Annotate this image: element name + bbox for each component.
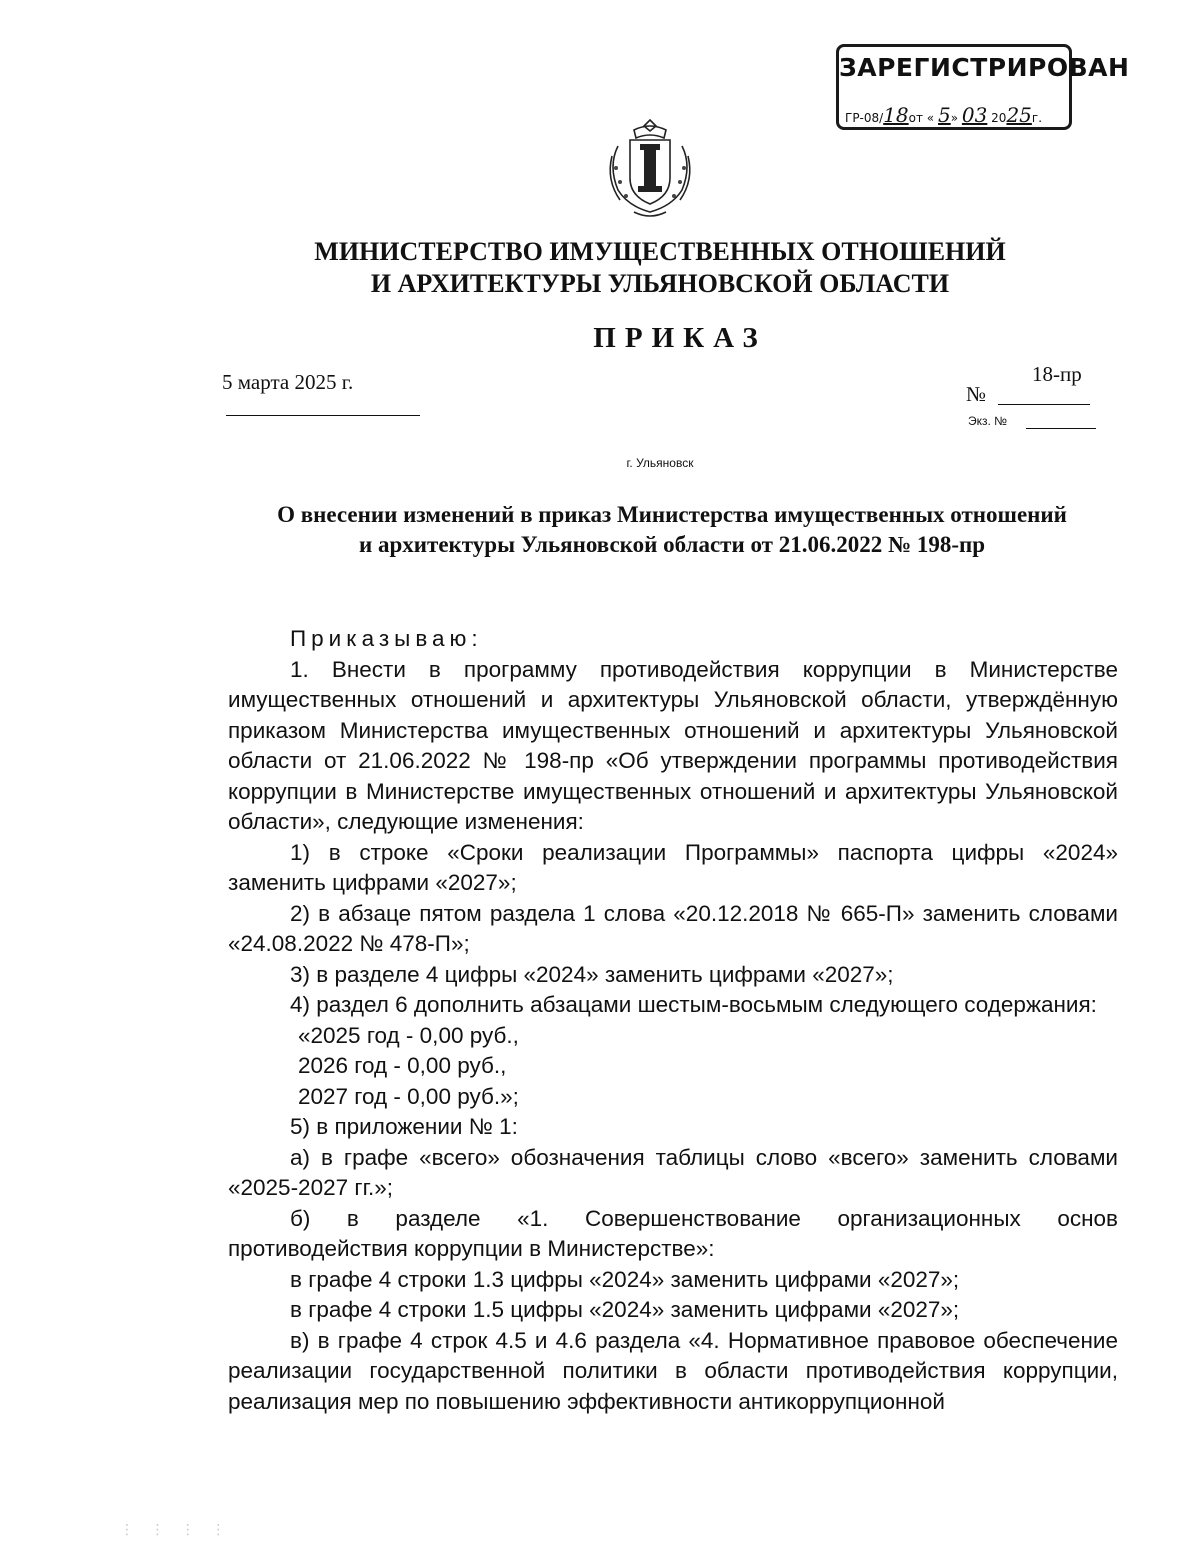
number-underline [998,404,1090,405]
budget-2026: 2026 год - 0,00 руб., [298,1053,507,1078]
order-word: Приказываю: [290,626,483,651]
paragraph-1-5-a: а) в графе «всего» обозначения таблицы слово «всего» заменить словами «2025-2027 гг.»; [228,1144,1118,1200]
paragraph-1-1: 1) в строке «Сроки реализации Программы» паспорта цифры «2024» заменить цифрами «2027»; [228,839,1118,895]
paragraph-1-4: 4) раздел 6 дополнить абзацами шестым-восьмым следующего содержания: [290,992,1097,1017]
stamp-reg-prefix: ГР-08/ [845,111,884,125]
stamp-year-suffix: 25 [1006,103,1032,127]
ministry-line-2: И АРХИТЕКТУРЫ УЛЬЯНОВСКОЙ ОБЛАСТИ [370,269,950,298]
document-date: 5 марта 2025 г. [222,370,354,394]
stamp-day-close: » [950,111,959,125]
paragraph-1-3: 3) в разделе 4 цифры «2024» заменить цифрами «2027»; [290,961,894,987]
coat-of-arms-icon [604,116,696,220]
stamp-from-label: от « [908,111,935,125]
stamp-year-end: г. [1031,111,1043,125]
paragraph-1-5: 5) в приложении № 1: [290,1114,518,1139]
ministry-name [240,236,1080,300]
subject-line-2: и архитектуры Ульяновской области от 21.06.2022 № 198-пр [358,532,986,557]
subject-line-1: О внесении изменений в приказ Министерства имущественных отношений [277,502,1067,527]
copy-number-label: Экз. № [968,414,1008,428]
paragraph-1-5-v: в) в графе 4 строк 4.5 и 4.6 раздела «4. Нормативное правовое обеспечение реализации государственной политики в области противодействия коррупции, реализация мер по повышению эффективности антикоррупционной [228,1327,1118,1414]
registration-stamp [836,44,1130,130]
stamp-month: 03 [961,103,988,127]
paragraph-1: 1. Внести в программу противодействия коррупции в Министерстве имущественных отношений и архитектуры Ульяновской области, утверждённую приказом Министерства имущественных отношений и архитектуры Ульяновской области от 21.06.2022 № 198-пр «Об утверждении программы противодействия коррупции в Министерстве имущественных отношений и архитектуры Ульяновской области», следующие изменения: [228,656,1118,834]
stamp-day: 5 [937,103,951,127]
copy-number-underline [1026,428,1096,429]
document-subject [222,500,1122,560]
document-type: ПРИКАЗ [593,322,767,354]
scan-artifact: ⋮ ⋮ ⋮ ⋮ [120,1522,232,1538]
stamp-registration-line [845,103,1065,127]
document-number: 18-пр [1032,362,1082,386]
paragraph-1-2: 2) в абзаце пятом раздела 1 слова «20.12.2018 № 665-П» заменить словами «24.08.2022 № 478-П»; [228,900,1118,956]
paragraph-row-1-5: в графе 4 строки 1.5 цифры «2024» заменить цифрами «2027»; [290,1297,960,1322]
stamp-year-prefix: 20 [991,111,1007,125]
paragraph-1-5-b: б) в разделе «1. Совершенствование организационных основ противодействия коррупции в Министерстве»: [228,1205,1118,1261]
ministry-line-1: МИНИСТЕРСТВО ИМУЩЕСТВЕННЫХ ОТНОШЕНИЙ [314,237,1006,266]
paragraph-row-1-3: в графе 4 строки 1.3 цифры «2024» заменить цифрами «2027»; [290,1266,960,1292]
stamp-reg-number: 18 [883,103,909,127]
document-body [228,624,1118,1417]
budget-2027: 2027 год - 0,00 руб.»; [298,1083,519,1109]
city: г. Ульяновск [626,456,694,470]
number-sign: № [966,382,987,406]
budget-2025: «2025 год - 0,00 руб., [298,1022,519,1048]
date-underline [226,415,420,416]
stamp-title: ЗАРЕГИСТРИРОВАН [839,53,1130,82]
